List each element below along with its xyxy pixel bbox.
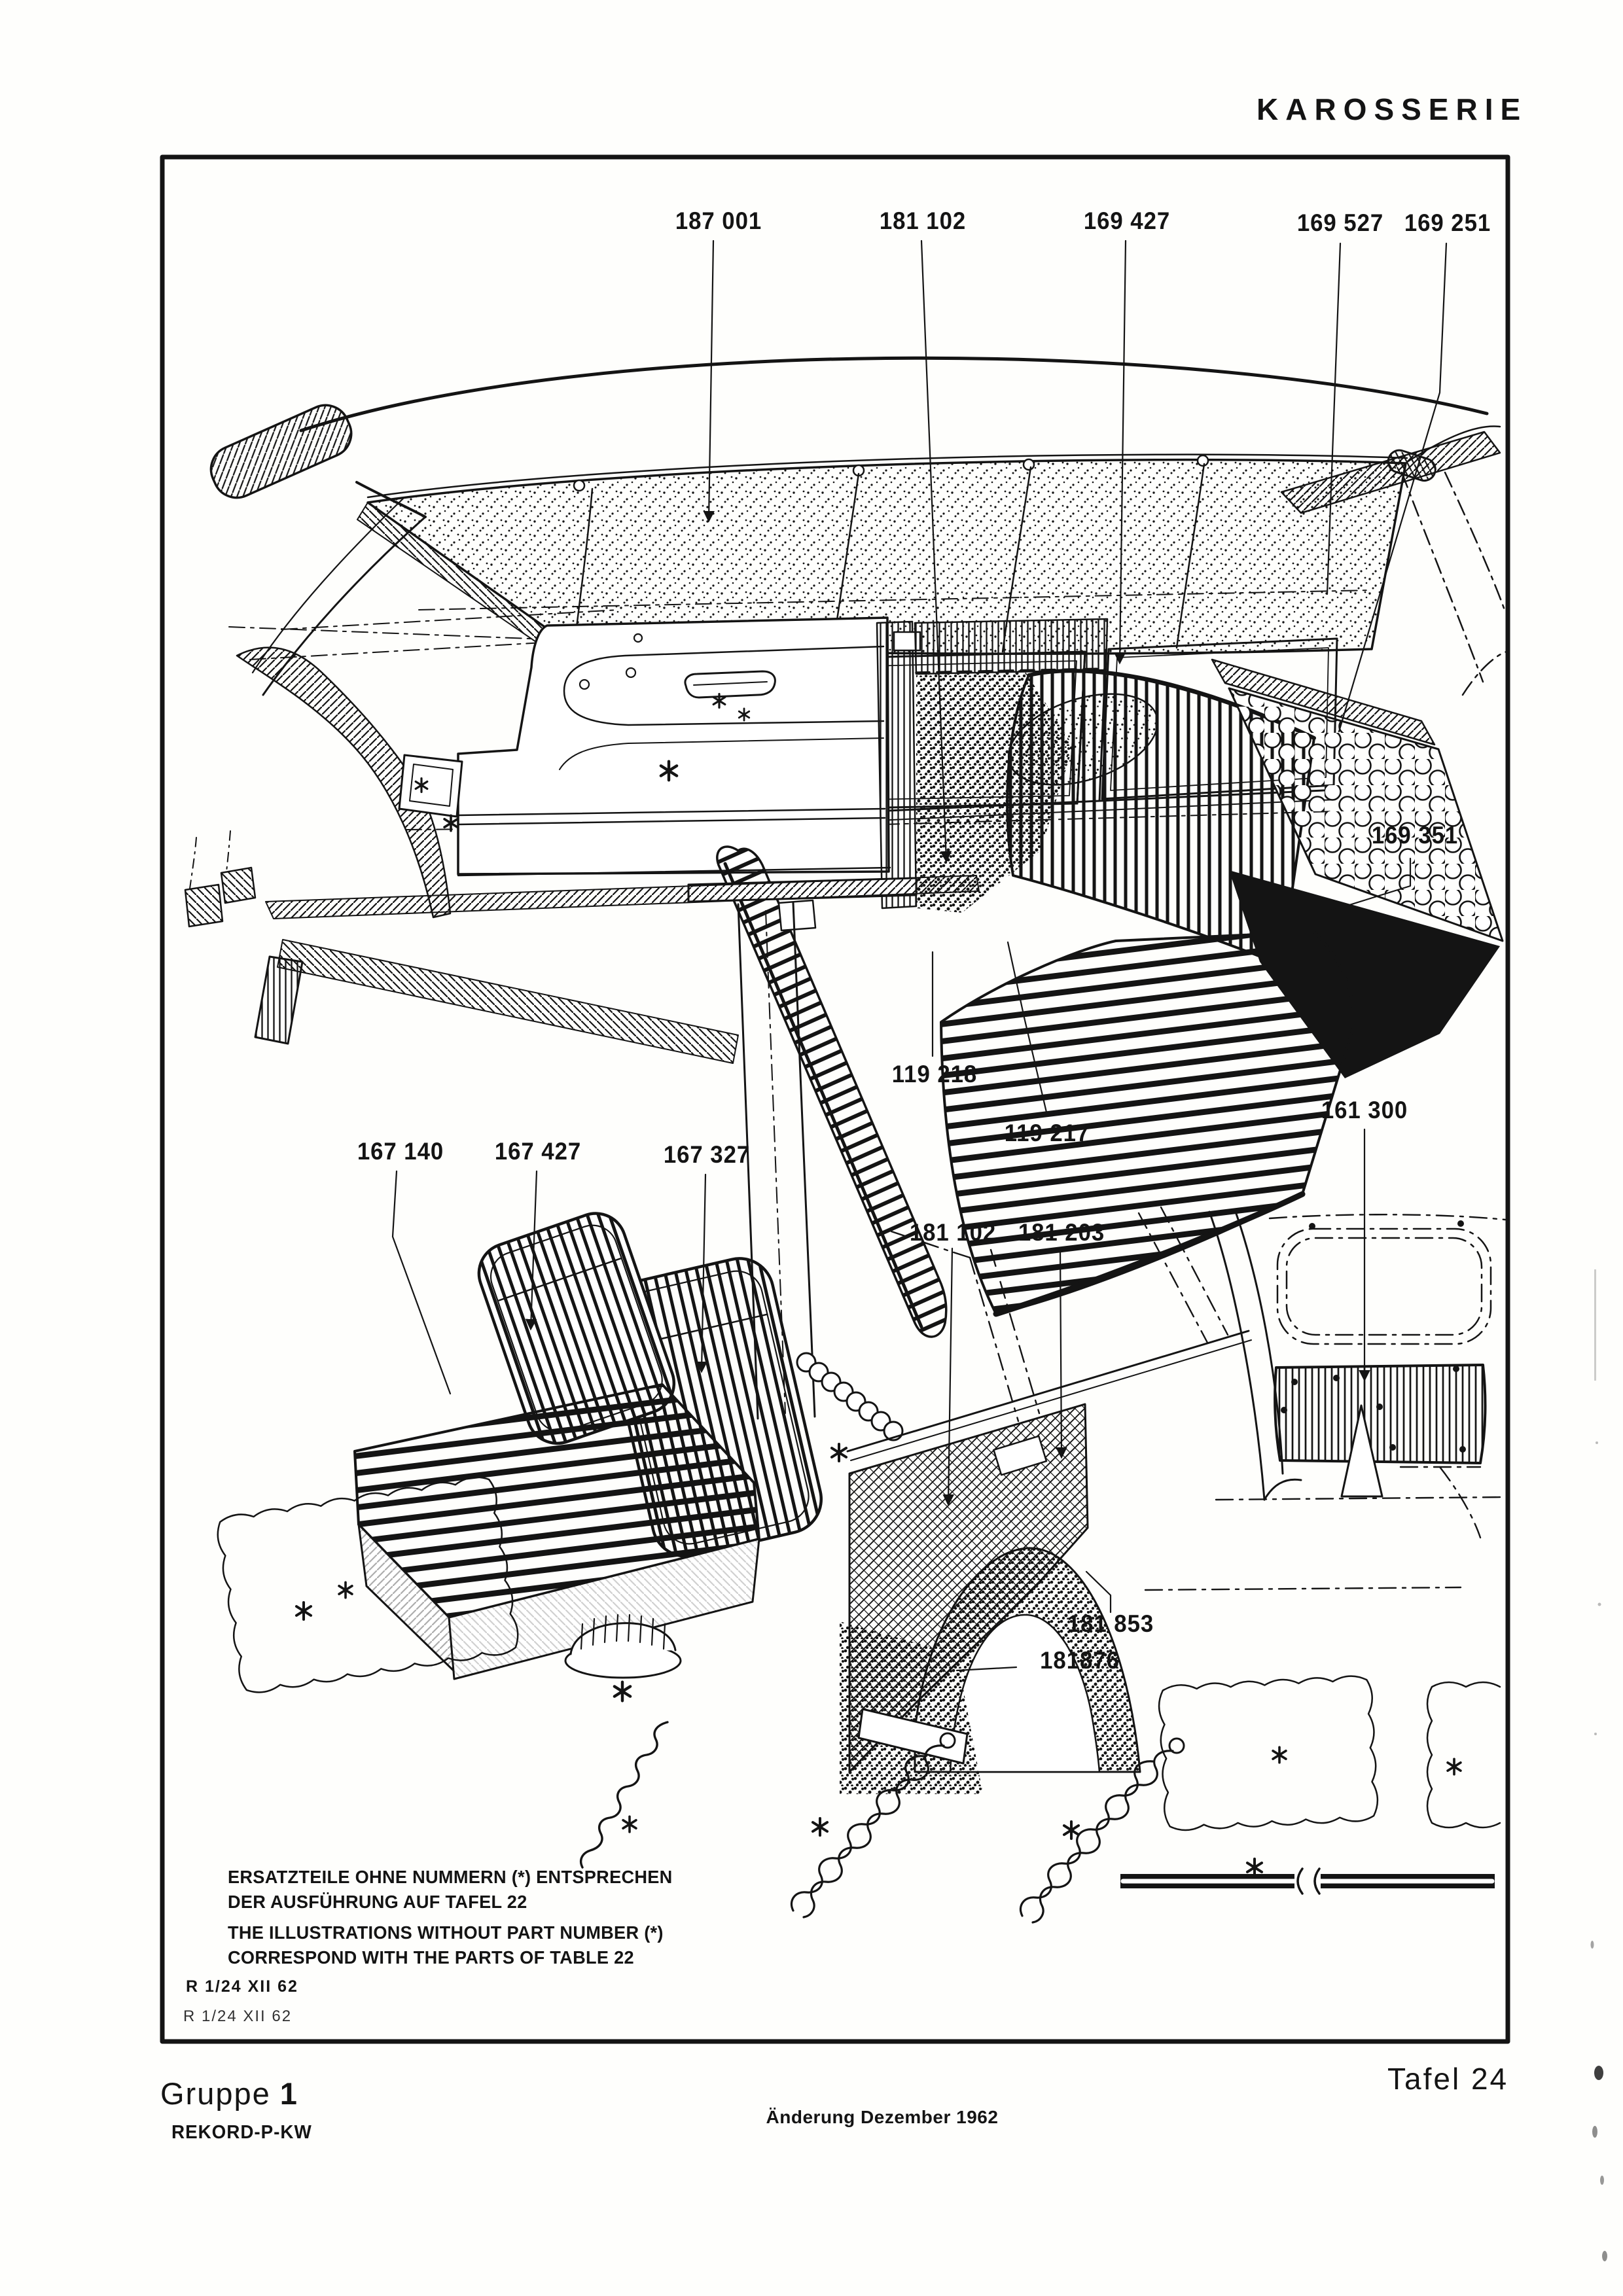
ashtray: [399, 755, 462, 817]
figure-front-seat: [215, 1171, 902, 1701]
part-label-119217: 119 217: [1004, 1120, 1090, 1146]
asterisk-mark: [623, 1816, 636, 1831]
figure-interior-overview: [185, 241, 1507, 1419]
model-name: REKORD-P-KW: [171, 2122, 312, 2143]
part-label-169527: 169 527: [1296, 209, 1384, 236]
part-label-187001: 187 001: [675, 207, 762, 234]
part-label-169351: 169 351: [1371, 822, 1459, 849]
note-en-line2: CORRESPOND WITH THE PARTS OF TABLE 22: [228, 1947, 634, 1968]
d-pillar: [1209, 1212, 1264, 1500]
part-label-181102: 181 102: [879, 207, 967, 234]
plate-notes: [228, 1865, 673, 1976]
asterisk-mark: [1273, 1747, 1286, 1762]
door-panel: [399, 618, 889, 874]
b-pillar-trim: [877, 622, 916, 908]
coil-strip: [797, 1353, 902, 1440]
tailgate-window: [1277, 1229, 1491, 1344]
roof-line: [301, 358, 1487, 431]
coat-hook: [1198, 455, 1208, 466]
part-label-181853: 181 853: [1067, 1610, 1154, 1637]
part-label-169251: 169 251: [1404, 209, 1491, 236]
part-label-181876: 181876: [1040, 1647, 1120, 1674]
note-de-line1: ERSATZTEILE OHNE NUMMERN (*) ENTSPRECHEN: [228, 1867, 673, 1887]
asterisk-mark: [296, 1602, 311, 1619]
pillar-centerlines: [1402, 472, 1507, 695]
page-title: KAROSSERIE: [1257, 92, 1528, 126]
asterisk-mark: [1064, 1822, 1079, 1839]
scan-smudges: [1591, 1269, 1608, 2261]
note-de-line2: DER AUSFÜHRUNG AUF TAFEL 22: [228, 1892, 527, 1912]
plate-number: Tafel 24: [1387, 2062, 1509, 2096]
group-label: Gruppe: [160, 2076, 271, 2111]
asterisk-mark: [444, 815, 457, 830]
trim-strip: [1120, 1869, 1495, 1894]
cargo-mat: [1158, 1675, 1378, 1831]
sun-visor: [204, 398, 359, 505]
tailgate-trim-panel: [1275, 1365, 1485, 1463]
asterisk-mark: [1448, 1759, 1461, 1774]
note-en-line1: THE ILLUSTRATIONS WITHOUT PART NUMBER (*): [228, 1922, 664, 1943]
part-label-167427: 167 427: [494, 1138, 582, 1165]
revision-mark-light: R 1/24 XII 62: [183, 2007, 293, 2025]
asterisk-mark: [1247, 1859, 1262, 1876]
asterisk-mark: [832, 1444, 846, 1461]
cargo-mat: [1427, 1682, 1500, 1828]
group-number: 1: [279, 2076, 298, 2111]
part-label-119218: 119 218: [891, 1061, 978, 1087]
asterisk-mark: [813, 1818, 827, 1835]
revision-mark-bold: R 1/24 XII 62: [186, 1977, 298, 1996]
part-label-169427: 169 427: [1083, 207, 1171, 234]
part-label-167327: 167 327: [663, 1141, 751, 1168]
pedal: [221, 868, 255, 903]
asterisk-mark: [615, 1682, 630, 1701]
asterisk-mark: [339, 1582, 352, 1597]
coat-hook: [574, 480, 584, 491]
change-note: Änderung Dezember 1962: [766, 2107, 999, 2127]
rear-seat-cushion: [941, 932, 1354, 1314]
part-label-161300: 161 300: [1321, 1097, 1408, 1123]
coat-hook: [1024, 459, 1034, 470]
quarter-trim-band: [915, 619, 1107, 674]
part-label-181102-2: 181 102: [909, 1219, 997, 1246]
part-label-181203: 181 203: [1018, 1219, 1105, 1246]
part-label-167140: 167 140: [357, 1138, 444, 1165]
group-title: [160, 2075, 298, 2111]
pedal: [185, 885, 223, 927]
